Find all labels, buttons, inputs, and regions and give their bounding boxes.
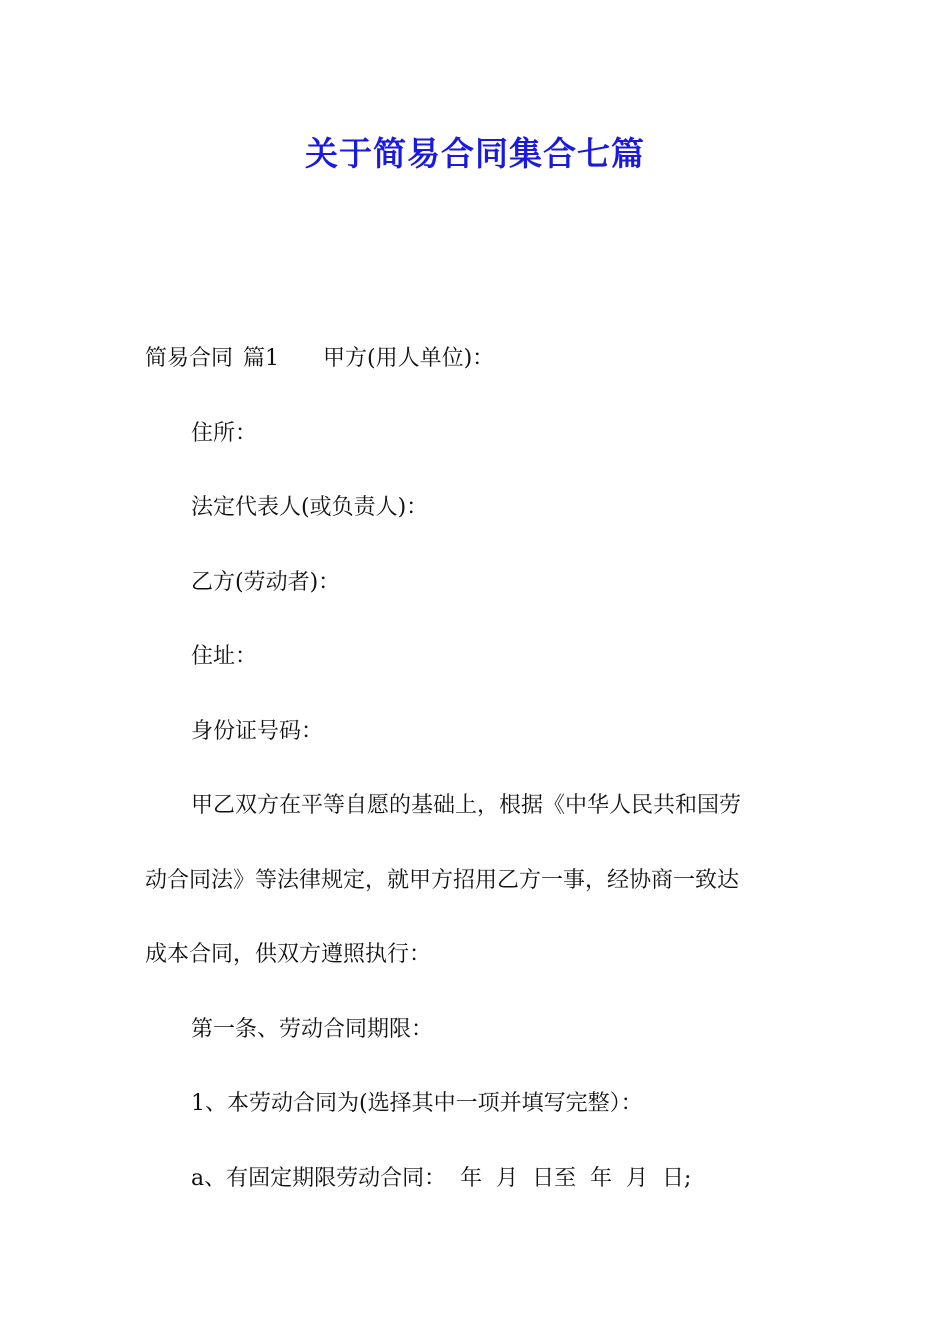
section-label: 简易合同: [145, 346, 234, 371]
item-a: a、有固定期限劳动合同： 年 月 日至 年 月 日;: [191, 1165, 692, 1191]
first-line: [145, 322, 810, 397]
residence-line: 住址：: [191, 644, 258, 669]
section-number: 篇1: [243, 346, 280, 371]
paragraph-line: 甲乙双方在平等自愿的基础上，根据《中华人民共和国劳: [191, 793, 742, 818]
party-b-line: 乙方(劳动者)：: [191, 569, 341, 595]
address-line: 住所：: [191, 420, 258, 446]
document-body: [145, 322, 810, 1216]
document-title: 关于简易合同集合七篇: [305, 134, 645, 173]
party-a-label: 甲方(用人单位)：: [323, 346, 495, 371]
article-1-heading: 第一条、劳动合同期限：: [191, 1016, 434, 1042]
item-1: 1、本劳动合同为(选择其中一项并填写完整）：: [191, 1091, 643, 1116]
paragraph-line: 动合同法》等法律规定，就甲方招用乙方一事，经协商一致达: [145, 867, 740, 893]
paragraph-line: 成本合同，供双方遵照执行：: [145, 942, 432, 967]
legal-representative-line: 法定代表人(或负责人)：: [191, 495, 429, 520]
id-number-line: 身份证号码：: [191, 718, 324, 744]
